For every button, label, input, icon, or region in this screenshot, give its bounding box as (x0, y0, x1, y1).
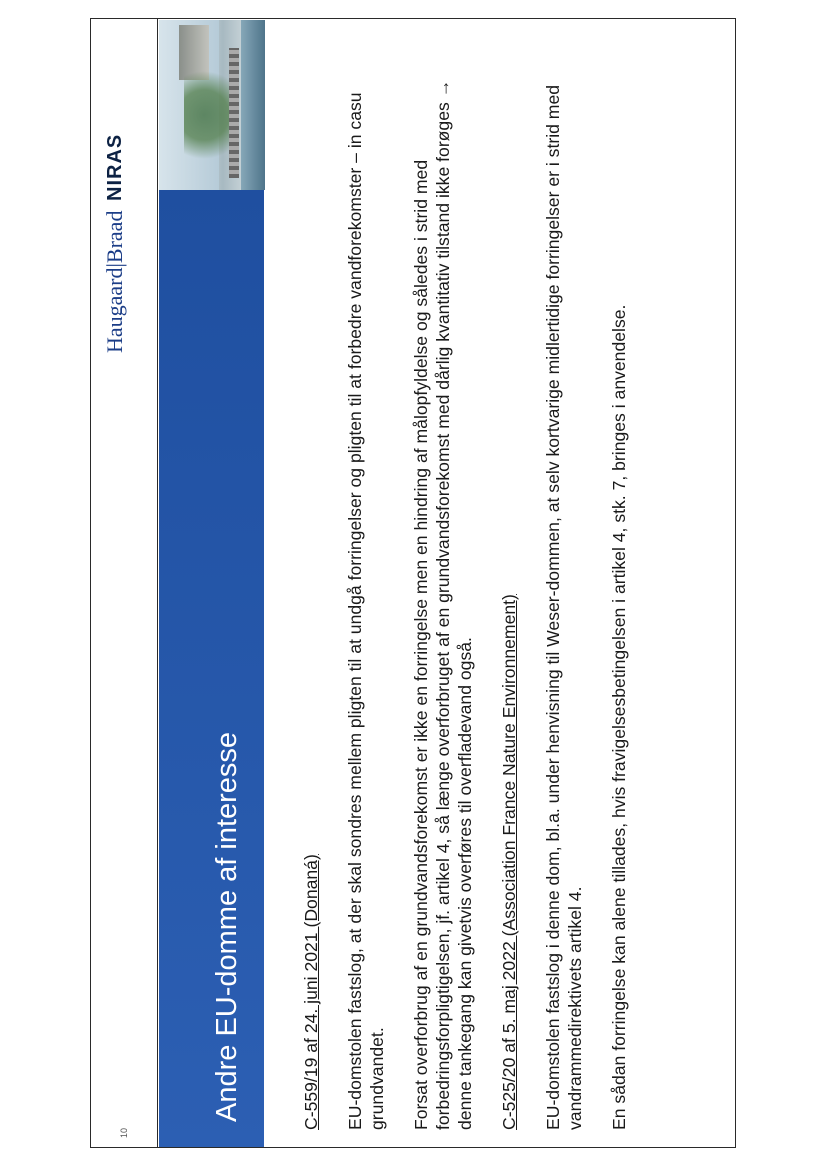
case-heading-2: C-525/20 af 5. maj 2022 (Association France Nature Environnement) (499, 594, 519, 1130)
photo-trees (184, 60, 234, 170)
page-number: 10 (119, 1128, 129, 1139)
case-2-paragraph-1: EU-domstolen fastslog i denne dom, bl.a. under henvisning til Weser-dommen, at selv kortvarige midlertidige forringelser er i strid med vandrammedirektivets artikel 4. (543, 84, 585, 1130)
niras-logo: NIRAS (104, 133, 126, 201)
photo-water (241, 20, 265, 190)
haugaard-braad-logo: Haugaard|Braad (102, 210, 127, 353)
case-2-paragraph-2: En sådan forringelse kan alene tillades, hvis fravigelsesbetingelsen i artikel 4, stk. 7, bringes i anvendelse. (609, 304, 629, 1130)
header-photo-harbor (159, 20, 265, 190)
case-1-paragraph-1: EU-domstolen fastslog, at der skal sondres mellem pligten til at undgå forringelser og pligten til at forbedre vandforekomster – in casu grundvandet. (345, 92, 387, 1130)
slide-title: Andre EU-domme af interesse (211, 731, 243, 1122)
photo-bridge (229, 48, 239, 178)
slide-content (300, 40, 652, 1130)
case-heading-1: C-559/19 af 24. juni 2021 (Donaná) (301, 854, 321, 1130)
case-1-paragraph-2: Forsat overforbrug af en grundvandsforekomst er ikke en forringelse men en hindring af målopfyldelse og således i strid med forbedringsforpligtigelsen, jf. artikel 4, så længe overforbruget af en grundvandsforekomst med dårlig kvantitativ tilstand ikke forøges → denne tankegang kan givetvis overføres til overfladevand også. (411, 79, 475, 1130)
